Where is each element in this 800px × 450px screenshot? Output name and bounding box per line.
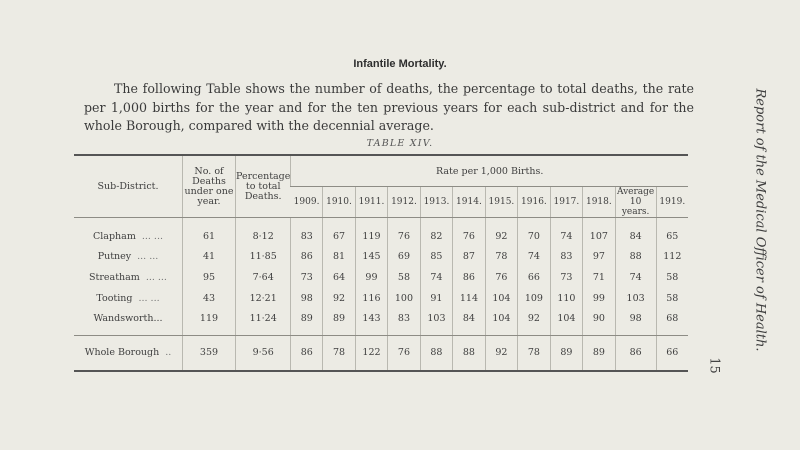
rate-cell: 122 <box>355 335 387 371</box>
deaths-cell: 41 <box>183 247 236 268</box>
subdistrict-name-cell <box>74 288 183 309</box>
rate-cell: 99 <box>355 267 387 288</box>
header-subdistrict: Sub-District. <box>74 155 183 218</box>
rate-cell: 92 <box>518 308 550 335</box>
rate-cell: 83 <box>550 247 582 268</box>
average-cell: 86 <box>615 335 656 371</box>
rate-cell: 78 <box>485 247 517 268</box>
percentage-cell: 11·85 <box>236 247 291 268</box>
subdistrict-name: Whole Borough <box>84 347 160 359</box>
rate-cell: 92 <box>323 288 355 309</box>
percentage-cell: 12·21 <box>236 288 291 309</box>
header-1919: 1919. <box>656 187 688 218</box>
rate-1919-cell: 58 <box>656 288 688 309</box>
header-year: 1918. <box>583 187 615 218</box>
rate-cell: 110 <box>550 288 582 309</box>
subdistrict-name-cell <box>74 308 183 335</box>
rate-cell: 109 <box>518 288 550 309</box>
intro-paragraph: The following Table shows the number of deaths, the percentage to total deaths, the rate per 1,000 births for the year and for the ten previous years for each sub-district and for the whole Borough, compared with the decennial average. <box>84 81 694 133</box>
deaths-cell: 119 <box>183 308 236 335</box>
rate-1919-cell: 65 <box>656 218 688 247</box>
rate-cell: 97 <box>583 247 615 268</box>
rate-cell: 100 <box>388 288 420 309</box>
rate-1919-cell: 66 <box>656 335 688 371</box>
subdistrict-name-cell <box>74 335 183 371</box>
leader-dots: ... ... <box>137 251 159 263</box>
rate-cell: 64 <box>323 267 355 288</box>
rate-cell: 67 <box>323 218 355 247</box>
rate-cell: 66 <box>518 267 550 288</box>
header-year: 1912. <box>388 187 420 218</box>
rate-cell: 76 <box>388 335 420 371</box>
deaths-cell: 61 <box>183 218 236 247</box>
subdistrict-name: Tooting <box>96 292 133 304</box>
percentage-cell: 7·64 <box>236 267 291 288</box>
rate-cell: 88 <box>420 335 452 371</box>
average-cell: 98 <box>615 308 656 335</box>
leader-dots: .. <box>165 347 172 359</box>
infant-mortality-table <box>74 154 688 372</box>
page-number: 15 <box>706 357 722 374</box>
rate-cell: 116 <box>355 288 387 309</box>
total-row <box>74 335 688 371</box>
rate-cell: 73 <box>291 267 323 288</box>
rate-cell: 104 <box>485 308 517 335</box>
rate-cell: 91 <box>420 288 452 309</box>
rate-cell: 82 <box>420 218 452 247</box>
table-row <box>74 308 688 335</box>
rate-cell: 74 <box>550 218 582 247</box>
rate-cell: 145 <box>355 247 387 268</box>
rate-cell: 78 <box>518 335 550 371</box>
table-row <box>74 247 688 268</box>
rate-cell: 83 <box>388 308 420 335</box>
rate-cell: 87 <box>453 247 485 268</box>
section-heading: Infantile Mortality. <box>353 58 447 70</box>
average-cell: 88 <box>615 247 656 268</box>
rate-cell: 99 <box>583 288 615 309</box>
rate-cell: 104 <box>485 288 517 309</box>
rate-cell: 83 <box>291 218 323 247</box>
rate-cell: 98 <box>291 288 323 309</box>
rate-cell: 119 <box>355 218 387 247</box>
header-year: 1916. <box>518 187 550 218</box>
subdistrict-name-cell <box>74 218 183 247</box>
rate-cell: 89 <box>323 308 355 335</box>
subdistrict-name: Wandsworth... <box>93 313 163 325</box>
deaths-cell: 43 <box>183 288 236 309</box>
rate-cell: 89 <box>291 308 323 335</box>
rate-cell: 81 <box>323 247 355 268</box>
rate-cell: 103 <box>420 308 452 335</box>
rate-cell: 114 <box>453 288 485 309</box>
header-year: 1915. <box>485 187 517 218</box>
rate-cell: 58 <box>388 267 420 288</box>
percentage-cell: 8·12 <box>236 218 291 247</box>
rate-cell: 76 <box>388 218 420 247</box>
header-year: 1909. <box>291 187 323 218</box>
rate-1919-cell: 112 <box>656 247 688 268</box>
table-row <box>74 267 688 288</box>
rate-cell: 86 <box>291 247 323 268</box>
header-percentage: Percentage to total Deaths. <box>236 155 291 218</box>
rate-cell: 76 <box>485 267 517 288</box>
subdistrict-name: Putney <box>97 251 132 263</box>
rate-cell: 84 <box>453 308 485 335</box>
rate-cell: 89 <box>583 335 615 371</box>
header-year: 1911. <box>355 187 387 218</box>
average-cell: 103 <box>615 288 656 309</box>
leader-dots: ... ... <box>138 292 160 304</box>
rate-cell: 86 <box>291 335 323 371</box>
table-label: TABLE XIV. <box>366 138 434 149</box>
header-rate-group: Rate per 1,000 Births. <box>291 155 688 187</box>
rate-cell: 74 <box>420 267 452 288</box>
leader-dots: ... ... <box>145 271 167 283</box>
rate-cell: 73 <box>550 267 582 288</box>
average-cell: 74 <box>615 267 656 288</box>
leader-dots: ... ... <box>141 230 163 242</box>
rate-cell: 76 <box>453 218 485 247</box>
rate-1919-cell: 58 <box>656 267 688 288</box>
rate-cell: 92 <box>485 218 517 247</box>
rate-cell: 71 <box>583 267 615 288</box>
rate-cell: 78 <box>323 335 355 371</box>
subdistrict-name-cell <box>74 247 183 268</box>
rate-1919-cell: 68 <box>656 308 688 335</box>
deaths-cell: 359 <box>183 335 236 371</box>
rate-cell: 85 <box>420 247 452 268</box>
rate-cell: 86 <box>453 267 485 288</box>
rate-cell: 143 <box>355 308 387 335</box>
rate-cell: 92 <box>485 335 517 371</box>
table-row <box>74 288 688 309</box>
deaths-cell: 95 <box>183 267 236 288</box>
subdistrict-name: Streatham <box>89 271 140 283</box>
rate-cell: 89 <box>550 335 582 371</box>
rate-cell: 69 <box>388 247 420 268</box>
rate-cell: 107 <box>583 218 615 247</box>
subdistrict-name-cell <box>74 267 183 288</box>
table-row <box>74 218 688 247</box>
header-year: 1914. <box>453 187 485 218</box>
rate-cell: 90 <box>583 308 615 335</box>
subdistrict-name: Clapham <box>93 230 136 242</box>
header-deaths: No. of Deaths under one year. <box>183 155 236 218</box>
average-cell: 84 <box>615 218 656 247</box>
header-year: 1917. <box>550 187 582 218</box>
rate-cell: 74 <box>518 247 550 268</box>
running-head: Report of the Medical Officer of Health. <box>752 88 768 352</box>
header-year: 1913. <box>420 187 452 218</box>
rate-cell: 70 <box>518 218 550 247</box>
percentage-cell: 11·24 <box>236 308 291 335</box>
rate-cell: 88 <box>453 335 485 371</box>
percentage-cell: 9·56 <box>236 335 291 371</box>
header-average: Average 10 years. <box>616 187 655 217</box>
rate-cell: 104 <box>550 308 582 335</box>
header-year: 1910. <box>323 187 355 218</box>
